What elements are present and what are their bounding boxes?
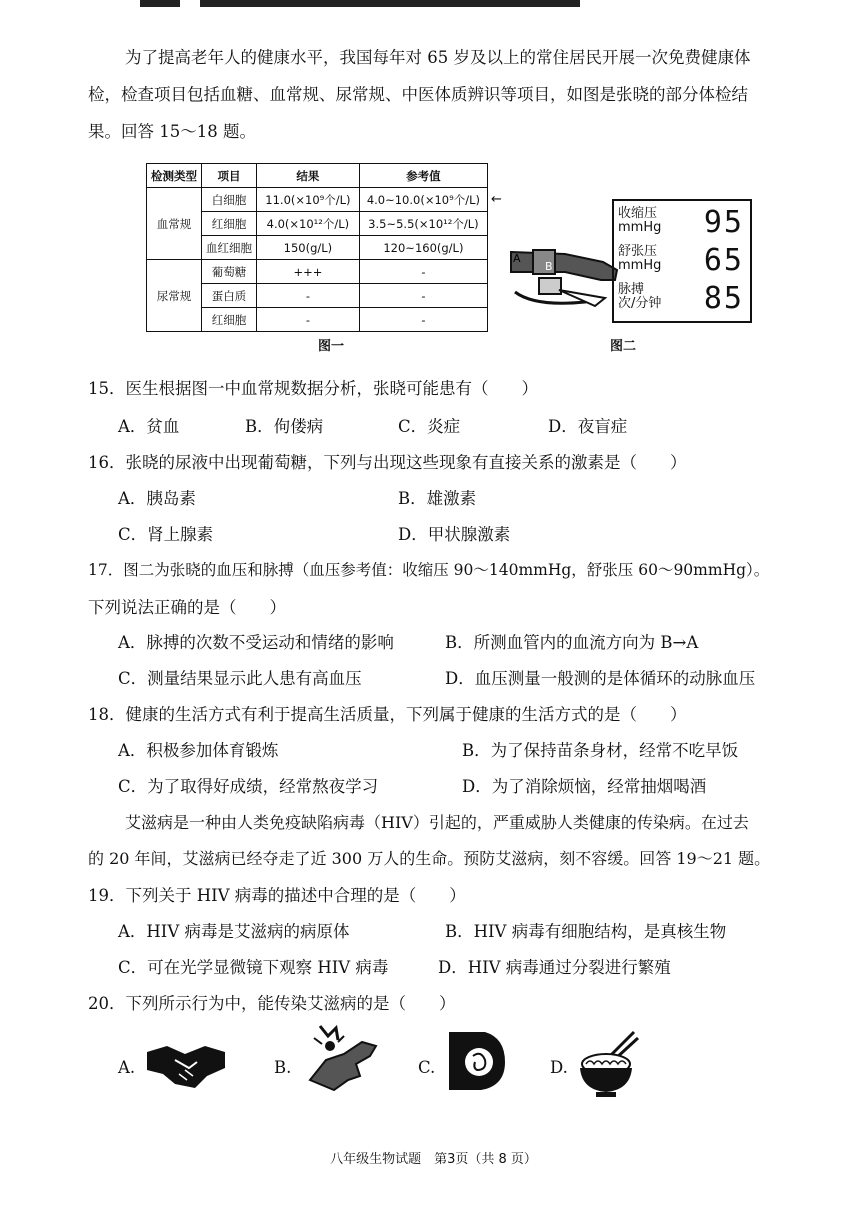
row-item: 葡萄糖 [202,260,257,284]
row-item: 血红细胞 [202,236,257,260]
q17-option-c: C．测量结果显示此人患有高血压 [118,669,362,688]
label-a: A [513,252,521,265]
systolic-value: 95 [703,205,744,240]
row-reference: 4.0~10.0(×10⁹个/L) [359,188,487,212]
row-item: 白细胞 [202,188,257,212]
row-reference: 120~160(g/L) [359,236,487,260]
header-item: 项目 [202,164,257,188]
diastolic-value: 65 [703,243,744,278]
row-reference: - [359,308,487,332]
row-item: 红细胞 [202,212,257,236]
q15-option-b: B．佝偻病 [245,417,324,436]
figure1-caption: 图一 [318,339,345,354]
intro-line-1: 为了提高老年人的健康水平，我国每年对 65 岁及以上的常住居民开展一次免费健康体 [125,48,751,67]
highlight-arrow: ← [491,192,502,207]
intro-line-3: 果。回答 15～18 题。 [88,122,256,141]
row-result: +++ [257,260,360,284]
q20-stem: 20．下列所示行为中，能传染艾滋病的是（ ） [88,994,456,1013]
q16-option-c: C．肾上腺素 [118,525,214,544]
rice-bowl-icon [578,1030,640,1100]
row-reference: - [359,260,487,284]
q18-option-b: B．为了保持苗条身材，经常不吃早饭 [462,741,739,760]
q16-stem: 16．张晓的尿液中出现葡萄糖，下列与出现这些现象有直接关系的激素是（ ） [88,453,687,472]
q20-option-a: A. [118,1058,136,1077]
group-blood-routine: 血常规 [147,188,202,260]
q20-option-c: C. [418,1058,436,1077]
q19-stem: 19．下列关于 HIV 病毒的描述中合理的是（ ） [88,886,466,905]
row-result: - [257,284,360,308]
q17-stem-line1: 17．图二为张晓的血压和脉搏（血压参考值：收缩压 90～140mmHg，舒张压 60～90mmHg）。 [88,561,770,579]
q18-option-c: C．为了取得好成绩，经常熬夜学习 [118,777,379,796]
scan-top-edge [140,0,580,7]
page-footer: 八年级生物试题 第3页（共 8 页） [330,1152,537,1167]
q20-option-b: B. [274,1058,292,1077]
q16-option-a: A．胰岛素 [118,489,196,508]
q19-option-c: C．可在光学显微镜下观察 HIV 病毒 [118,958,389,977]
pregnancy-icon [445,1028,507,1092]
q16-option-b: B．雄激素 [398,489,477,508]
q18-option-a: A．积极参加体育锻炼 [118,741,279,760]
row-result: 4.0(×10¹²个/L) [257,212,360,236]
q15-stem: 15．医生根据图一中血常规数据分析，张晓可能患有（ ） [88,379,538,398]
q15-option-d: D．夜盲症 [548,417,628,436]
q17-option-b: B．所测血管内的血流方向为 B→A [445,633,699,652]
intro-line-2: 检，检查项目包括血糖、血常规、尿常规、中医体质辨识等项目，如图是张晓的部分体检结 [88,85,748,104]
row-reference: - [359,284,487,308]
row-item: 蛋白质 [202,284,257,308]
health-check-table [146,163,488,332]
figure2-caption: 图二 [610,339,637,354]
pulse-label: 脉搏 次/分钟 [618,282,662,311]
q17-stem-line2: 下列说法正确的是（ ） [88,598,286,617]
row-result: 150(g/L) [257,236,360,260]
q15-option-a: A．贫血 [118,417,180,436]
row-reference: 3.5~5.5(×10¹²个/L) [359,212,487,236]
row-item: 红细胞 [202,308,257,332]
row-result: 11.0(×10⁹个/L) [257,188,360,212]
q15-option-c: C．炎症 [398,417,461,436]
arm-cuff-illustration [505,232,625,312]
q18-option-d: D．为了消除烦恼，经常抽烟喝酒 [462,777,707,796]
handshake-icon [145,1038,227,1090]
row-result: - [257,308,360,332]
header-type: 检测类型 [147,164,202,188]
q19-option-d: D．HIV 病毒通过分裂进行繁殖 [438,958,671,977]
q19-option-b: B．HIV 病毒有细胞结构，是真核生物 [445,922,727,941]
q19-option-a: A．HIV 病毒是艾滋病的病原体 [118,922,350,941]
intro2-line-1: 艾滋病是一种由人类免疫缺陷病毒（HIV）引起的，严重威胁人类健康的传染病。在过去 [125,813,749,832]
bp-monitor-display [612,199,752,323]
header-result: 结果 [257,164,360,188]
q18-stem: 18．健康的生活方式有利于提高生活质量，下列属于健康的生活方式的是（ ） [88,705,687,724]
insect-bite-icon [300,1020,382,1092]
label-b: B [545,260,553,273]
header-reference: 参考值 [359,164,487,188]
q20-option-d: D. [550,1058,568,1077]
q17-option-a: A．脉搏的次数不受运动和情绪的影响 [118,633,394,652]
diastolic-label: 舒张压 mmHg [618,244,662,273]
systolic-label: 收缩压 mmHg [618,206,662,235]
q17-option-d: D．血压测量一般测的是体循环的动脉血压 [445,669,756,688]
group-urine-routine: 尿常规 [147,260,202,332]
intro2-line-2: 的 20 年间，艾滋病已经夺走了近 300 万人的生命。预防艾滋病，刻不容缓。回答 19～21 题。 [88,849,771,868]
pulse-value: 85 [703,281,744,316]
q16-option-d: D．甲状腺激素 [398,525,511,544]
